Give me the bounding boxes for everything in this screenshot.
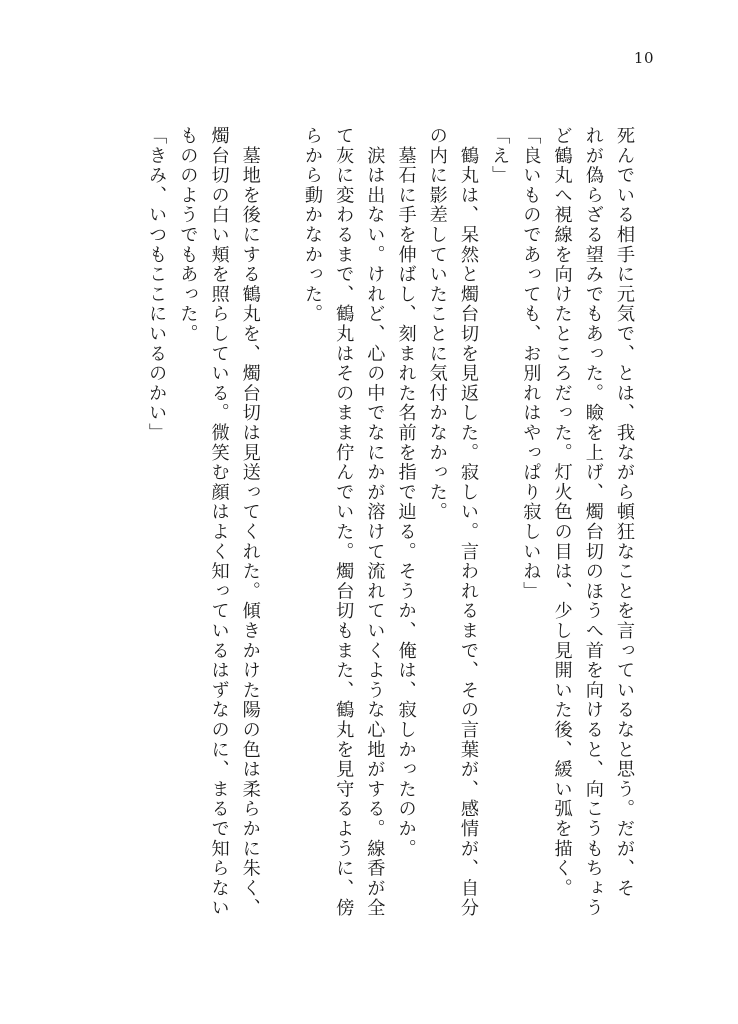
text-line: 墓地を後にする鶴丸を、燭台切は見送ってくれた。傾きかけた陽の色は柔らかに朱く、: [239, 126, 261, 918]
text-line: 「きみ、いつもここにいるのかい」: [146, 126, 168, 443]
text-line: 燭台切の白い頬を照らしている。微笑む顔はよく知っているはずなのに、まるで知らない: [208, 126, 230, 918]
text-line: 「良いものであっても、お別れはやっぱり寂しいね」: [520, 126, 542, 602]
text-line: れが偽らざる望みでもあった。瞼を上げ、燭台切のほうへ首を向けると、向こうもちょう: [582, 126, 604, 918]
text-line: 死んでいる相手に元気で、とは、我ながら頓狂なことを言っているなと思う。だが、そ: [614, 126, 635, 899]
paragraph-gap: [266, 126, 297, 971]
text-line: 「え」: [489, 126, 511, 186]
text-line: もののようでもあった。: [177, 126, 199, 344]
page-number: 10: [633, 49, 654, 67]
text-line: 鶴丸は、呆然と燭台切を見返した。寂しい。言われるまで、その言葉が、感情が、自分: [457, 126, 479, 918]
text-line: らから動かなかった。: [301, 126, 323, 324]
text-line: の内に影差していたことに気付かなかった。: [426, 126, 448, 522]
text-line: 涙は出ない。けれど、心の中でなにかが溶けて流れていくような心地がする。線香が全: [364, 126, 386, 918]
text-line: ど鶴丸へ視線を向けたところだった。灯火色の目は、少し見開いた後、緩い弧を描く。: [551, 126, 573, 899]
text-line: 墓石に手を伸ばし、刻まれた名前を指で辿る。そうか、俺は、寂しかったのか。: [395, 126, 417, 859]
body-text: [141, 126, 640, 971]
text-line: て灰に変わるまで、鶴丸はそのまま佇んでいた。燭台切もまた、鶴丸を見守るように、傍: [333, 126, 355, 918]
